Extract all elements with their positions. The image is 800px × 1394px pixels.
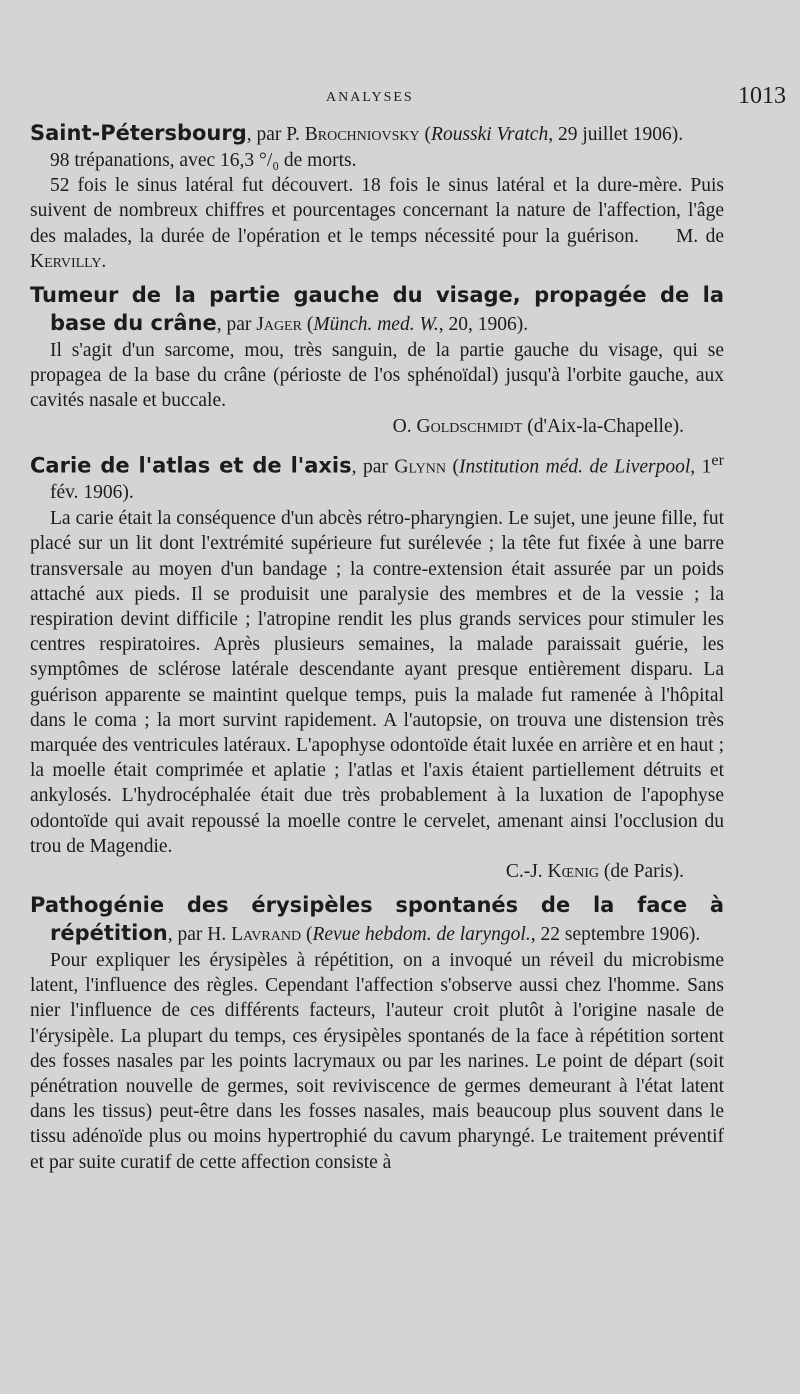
article-signature: Kœnig	[547, 860, 599, 882]
signature-prefix: M. de	[675, 225, 724, 247]
article-saint-petersbourg	[30, 120, 724, 274]
running-title: ANALYSES	[326, 90, 414, 105]
source-open: (	[446, 456, 459, 478]
signature-line	[30, 414, 724, 439]
article-source-date: , 1	[690, 456, 712, 478]
article-source: Revue hebdom. de laryngol.	[312, 923, 531, 945]
article-source-rest: , 29 juillet 1906).	[548, 124, 684, 145]
article-signature: Goldschmidt	[416, 415, 523, 437]
source-open: (	[301, 923, 313, 945]
article-paragraph: 98 trépanations, avec 16,3 °/₀ de morts.	[50, 150, 357, 171]
article-source: Institution méd. de Liverpool	[459, 456, 691, 478]
article-pathogenie	[30, 892, 724, 1175]
signature-prefix: O.	[392, 415, 412, 437]
article-paragraph: La carie était la conséquence d'un abcès rétro-pharyngien. Le sujet, une jeune fille, fut placé sur un lit dont l'extrémité supérieure fut surélevée ; la tête fut fixée à une barre transversale au moyen d'un bandage ; la contre-extension était assurée par un poids attaché aux pieds. Il se produisit une paralysie des membres et de la vessie ; la respiration devint difficile ; l'atropine rendit les plus grands services pour stimuler les centres respiratoires. Après plusieurs semaines, la malade paraissait guérie, les symptômes de sclérose latérale descendante ayant presque entièrement disparu. La guérison apparente se maintint quelque temps, puis la malade fut ramenée à l'hôpital dans le coma ; la mort survint rapidement. A l'autopsie, on trouva une distension très marquée des ventricules latéraux. L'apophyse odontoïde était luxée en arrière et en haut ; la moelle était comprimée et aplatie ; l'atlas et l'axis étaient partiellement détruits et ankylosés. L'hydrocéphalée était due très probablement à la luxation de l'apophyse odontoïde qui avait repoussé la moelle contre le cervelet, amenant ainsi l'occlusion du trou de Magendie.	[30, 508, 724, 857]
article-source: Rousski Vratch	[431, 124, 549, 145]
page-number: 1013	[738, 83, 786, 109]
signature-line	[30, 859, 724, 884]
article-paragraph: Pour expliquer les érysipèles à répétition, on a invoqué un réveil du microbisme latent, l'influence des règles. Cependant l'affection s'observe aussi chez l'homme. Sans nier l'influence de ces différents facteurs, l'auteur croit plutôt à l'origine nasale de l'érysipèle. La plupart du temps, ces érysipèles spontanés de la face à répétition sortent des fosses nasales par les points lacrymaux ou par les narines. Le point de départ (soit pénétration nouvelle de germes, soit reviviscence de germes demeurant à l'état latent dans les tissus) peut-être dans les fosses nasales, mais beaucoup plus souvent dans le tissu adénoïde plus ou moins hypertrophié du cavum pharyngé. Le traitement préventif et par suite curatif de cette affection consiste à	[30, 949, 724, 1173]
paragraph-text: 52 fois le sinus latéral fut découvert. 18 fois le sinus latéral et la dure-mère. Puis suivent de nombreux chiffres et pourcentages concernant la nature de l'affection, l'âge des malades, la durée de l'opération et le temps nécessité pour la guérison.	[30, 175, 724, 247]
article-heading	[30, 447, 724, 507]
signature-prefix: C.-J.	[505, 860, 543, 882]
source-open: (	[301, 314, 314, 336]
article-title: Carie de l'atlas et de l'axis	[30, 453, 352, 478]
article-source-rest: , 22 septembre 1906).	[530, 923, 701, 945]
article-title: Saint-Pétersbourg	[30, 121, 247, 145]
article-by: , par H.	[167, 923, 227, 945]
signature-location: (d'Aix-la-Chapelle).	[522, 415, 684, 437]
article-title: Pathogénie des érysipèles spontanés de la face à répétition	[30, 892, 724, 945]
article-heading	[30, 120, 724, 148]
article-heading	[30, 282, 724, 338]
article-source-rest: , 20, 1906).	[438, 314, 529, 336]
article-author: Brochniovsky	[304, 124, 420, 145]
article-author: Glynn	[394, 456, 446, 478]
article-source: Münch. med. W.	[313, 314, 439, 336]
article-paragraph	[30, 173, 724, 274]
article-paragraph: Il s'agit d'un sarcome, mou, très sanguin, de la partie gauche du visage, qui se propagea de la base du crâne (périoste de l'os sphénoïdal) jusqu'à l'orbite gauche, aux cavités nasale et buccale.	[30, 340, 724, 412]
article-tumeur	[30, 282, 724, 439]
source-open: (	[419, 124, 432, 145]
superscript: er	[711, 450, 725, 469]
article-author: Jager	[256, 314, 302, 336]
article-by: , par	[216, 314, 252, 336]
article-title: Tumeur de la partie gauche du visage, propagée de la base du crâne	[30, 283, 724, 336]
article-by: , par P.	[246, 124, 300, 145]
article-by: , par	[351, 456, 388, 478]
page-header	[30, 80, 786, 120]
article-heading	[30, 892, 724, 948]
article-carie	[30, 447, 724, 884]
article-signature: Kervilly.	[30, 250, 107, 272]
article-source-rest: fév. 1906).	[50, 482, 134, 504]
article-author: Lavrand	[231, 923, 302, 945]
signature-location: (de Paris).	[598, 860, 684, 882]
